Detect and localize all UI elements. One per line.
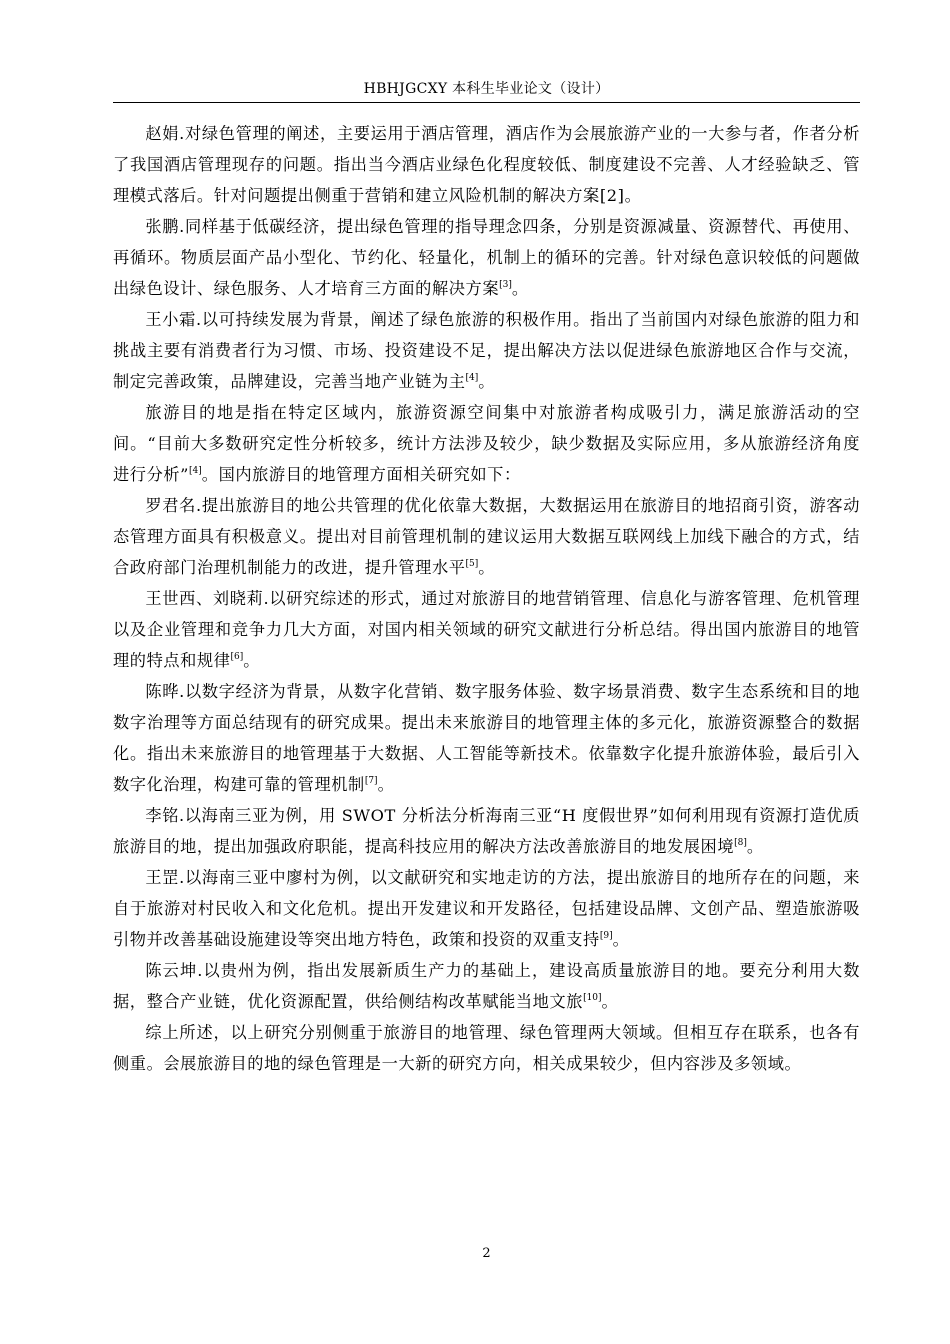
citation-mark: [4] xyxy=(189,466,202,476)
page-number: 2 xyxy=(482,1246,491,1261)
paragraph-tail: 。 xyxy=(478,372,496,391)
paragraph-text: 陈云坤.以贵州为例，指出发展新质生产力的基础上，建设高质量旅游目的地。要充分利用大数据，整合产业链，优化资源配置，供给侧结构改革赋能当地文旅 xyxy=(113,961,860,1011)
paragraph-tail: 。国内旅游目的地管理方面相关研究如下： xyxy=(201,465,521,484)
paragraph-text: 赵娟.对绿色管理的阐述，主要运用于酒店管理，酒店作为会展旅游产业的一大参与者，作者分析了我国酒店管理现存的问题。指出当今酒店业绿色化程度较低、制度建设不完善、人才经验缺乏、管理模式落后。针对问题提出侧重于营销和建立风险机制的解决方案[2]。 xyxy=(113,124,860,205)
paragraph xyxy=(113,490,860,583)
paragraph xyxy=(113,800,860,862)
citation-mark: [5] xyxy=(465,559,479,569)
running-header: HBHJGCXY 本科生毕业论文（设计） xyxy=(363,81,610,97)
paragraph-tail: 。 xyxy=(478,558,496,577)
citation-mark: [7] xyxy=(364,776,378,786)
paragraph-text: 张鹏.同样基于低碳经济，提出绿色管理的指导理念四条，分别是资源减量、资源替代、再使用、再循环。物质层面产品小型化、节约化、轻量化，机制上的循环的完善。针对绿色意识较低的问题做出绿色设计、绿色服务、人才培育三方面的解决方案 xyxy=(113,217,860,298)
header-rule xyxy=(113,102,860,103)
paragraph-tail: 。 xyxy=(601,992,619,1011)
paragraph-text: 旅游目的地是指在特定区域内，旅游资源空间集中对旅游者构成吸引力，满足旅游活动的空间。“目前大多数研究定性分析较多，统计方法涉及较少，缺少数据及实际应用，多从旅游经济角度进行分析” xyxy=(113,403,860,484)
paragraph xyxy=(113,583,860,676)
paragraph-tail: 。 xyxy=(243,651,261,670)
paragraph-text: 罗君名.提出旅游目的地公共管理的优化依靠大数据，大数据运用在旅游目的地招商引资，游客动态管理方面具有积极意义。提出对目前管理机制的建议运用大数据互联网线上加线下融合的方式，结合政府部门治理机制能力的改进，提升管理水平 xyxy=(113,496,860,577)
paragraph xyxy=(113,397,860,490)
citation-mark: [8] xyxy=(734,838,747,848)
paragraph-tail: 。 xyxy=(746,837,764,856)
paragraph-text: 王小霜.以可持续发展为背景，阐述了绿色旅游的积极作用。指出了当前国内对绿色旅游的阻力和挑战主要有消费者行为习惯、市场、投资建设不足，提出解决方法以促进绿色旅游地区合作与交流，制定完善政策，品牌建设，完善当地产业链为主 xyxy=(113,310,860,391)
paragraph-text: 综上所述，以上研究分别侧重于旅游目的地管理、绿色管理两大领域。但相互存在联系，也各有侧重。会展旅游目的地的绿色管理是一大新的研究方向，相关成果较少，但内容涉及多领域。 xyxy=(113,1023,860,1073)
citation-mark: [4] xyxy=(465,373,479,383)
citation-mark: [6] xyxy=(230,652,244,662)
paragraph xyxy=(113,304,860,397)
citation-mark: [3] xyxy=(499,280,512,290)
citation-mark: [10] xyxy=(583,993,602,1003)
paragraph-tail: 。 xyxy=(612,930,630,949)
body-text xyxy=(113,118,860,1079)
citation-mark: [9] xyxy=(599,931,613,941)
paragraph xyxy=(113,118,860,211)
paragraph-text: 王世西、刘晓莉.以研究综述的形式，通过对旅游目的地营销管理、信息化与游客管理、危机管理以及企业管理和竞争力几大方面，对国内相关领域的研究文献进行分析总结。得出国内旅游目的地管理的特点和规律 xyxy=(113,589,860,670)
paragraph-text: 陈晔.以数字经济为背景，从数字化营销、数字服务体验、数字场景消费、数字生态系统和目的地数字治理等方面总结现有的研究成果。提出未来旅游目的地管理主体的多元化，旅游资源整合的数据化。指出未来旅游目的地管理基于大数据、人工智能等新技术。依靠数字化提升旅游体验，最后引入数字化治理，构建可靠的管理机制 xyxy=(113,682,860,794)
paragraph-tail: 。 xyxy=(377,775,395,794)
paragraph xyxy=(113,676,860,800)
paragraph-text: 李铭.以海南三亚为例，用 SWOT 分析法分析海南三亚“H 度假世界”如何利用现有资源打造优质旅游目的地，提出加强政府职能，提高科技应用的解决方法改善旅游目的地发展困境 xyxy=(113,806,860,856)
paragraph xyxy=(113,955,860,1017)
paragraph-tail: 。 xyxy=(511,279,529,298)
paragraph xyxy=(113,862,860,955)
paragraph xyxy=(113,211,860,304)
paragraph-text: 王罡.以海南三亚中廖村为例，以文献研究和实地走访的方法，提出旅游目的地所存在的问题，来自于旅游对村民收入和文化危机。提出开发建议和开发路径，包括建设品牌、文创产品、塑造旅游吸引物并改善基础设施建设等突出地方特色，政策和投资的双重支持 xyxy=(113,868,860,949)
paragraph xyxy=(113,1017,860,1079)
